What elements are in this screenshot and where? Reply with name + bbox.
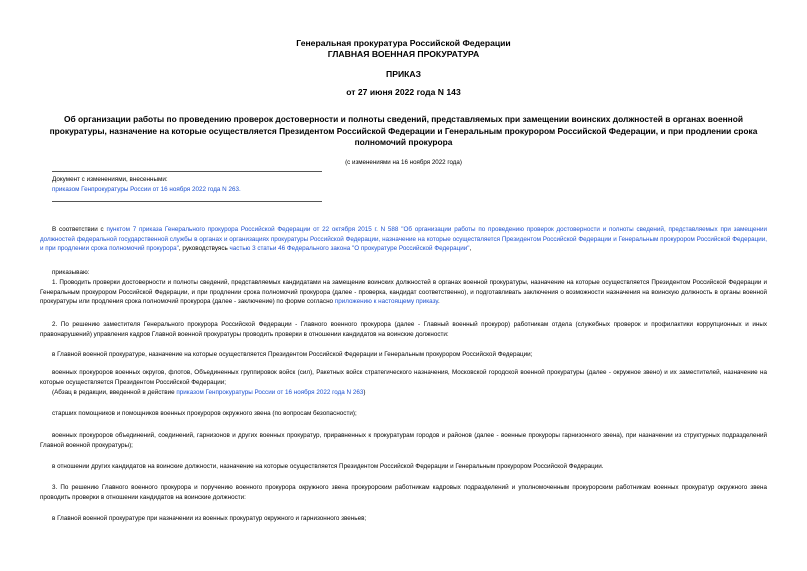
changes-box-bottom-rule <box>52 201 322 202</box>
prosecutor-law-link[interactable]: частью 3 статьи 46 Федерального закона "О прокуратуре Российской Федерации" <box>229 245 470 253</box>
paragraph-3a: в Главной военной прокуратуре при назначении из военных прокуратур окружного и гарнизонного звеньев; <box>52 515 367 522</box>
order-588-link[interactable]: пунктом 7 приказа Генерального прокурора Российской Федерации от 22 октября 2015 г. N 588 "Об организации работы по проведению проверок достоверности и полноты сведений, представляемых при замещении должностей федеральной государственной службы в органах и организациях прокуратуры Российской Федерации, назначение на которые осуществляется Президентом Российской Федерации и Генеральным прокурором Российской Федерации, и при продлении срока полномочий прокурора" <box>40 226 767 253</box>
changes-box-label: Документ с изменениями, внесенными: <box>52 176 168 183</box>
paragraph-3: 3. По решению Главного военного прокурора и поручению военного прокурора окружного звена прокурорским работникам кадровых подразделений и уполномоченным прокурорским работникам военных прокуратур окружного звена проводить проверки в отношении кандидатов на воинские должности: <box>40 484 767 501</box>
paragraph-2: 2. По решению заместителя Генерального прокурора Российской Федерации - Главного военного прокурора (далее - Главный военный прокурор) работникам отдела (служебных проверок и профилактики коррупционных и иных правонарушений) управления кадров Главной военной прокуратуры проводить проверки в отношении кандидатов на воинские должности: <box>40 321 767 338</box>
amendment-note-link[interactable]: приказом Генпрокуратуры России от 16 ноября 2022 года N 263 <box>176 389 364 396</box>
paragraph-2b-note: (Абзац в редакции, введенной в действие приказом Генпрокуратуры России от 16 ноября 2022 года N 263) <box>52 389 366 396</box>
annex-link[interactable]: приложению к настоящему приказу <box>334 298 438 306</box>
doc-date-number: от 27 июня 2022 года N 143 <box>346 87 461 97</box>
changes-box-link[interactable] <box>52 185 332 195</box>
paragraph-2d: военных прокуроров объединений, соединений, гарнизонов и других военных прокуратур, приравненных к прокуратурам городов и районов (далее - военные прокуроры гарнизонного звена), при назначении из структурных подразделений Главной военной прокуратуры); <box>40 432 767 449</box>
paragraph-2a: в Главной военной прокуратуре, назначение на которые осуществляется Президентом Российской Федерации и Генеральным прокурором Российской Федерации; <box>52 351 533 358</box>
amendment-link[interactable]: приказом Генпрокуратуры России от 16 ноября 2022 года N 263. <box>52 186 241 193</box>
changes-box-top-rule <box>52 171 322 172</box>
paragraph-2b: военных прокуроров военных округов, флотов, Объединенных группировок войск (сил), Ракетных войск стратегического назначения, Московской городской военной прокуратуры (далее - окружное звено) и их заместителей, назначение на которые осуществляется Президентом Российской Федерации; <box>40 369 767 386</box>
paragraph-2c: старших помощников и помощников военных прокуроров окружного звена (по вопросам безопасности); <box>52 410 357 417</box>
paragraph-2e: в отношении других кандидатов на воинские должности, назначение на которые осуществляется Президентом Российской Федерации и Генеральным прокурором Российской Федерации. <box>52 463 604 470</box>
issuer-org: Генеральная прокуратура Российской Федерации <box>296 38 511 48</box>
order-word: приказываю: <box>52 269 90 276</box>
revision-note: (с изменениями на 16 ноября 2022 года) <box>345 159 462 166</box>
issuer-dept: ГЛАВНАЯ ВОЕННАЯ ПРОКУРАТУРА <box>327 49 480 59</box>
preamble-paragraph: В соответствии с пунктом 7 приказа Генерального прокурора Российской Федерации от 22 октября 2015 г. N 588 "Об организации работы по проведению проверок достоверности и полноты сведений, представляемых при замещении должностей федеральной государственной службы в органах и организациях прокуратуры Российской Федерации, назначение на которые осуществляется Президентом Российской Федерации и Генеральным прокурором Российской Федерации, и при продлении срока полномочий прокурора", руководствуясь частью 3 статьи 46 Федерального закона "О прокуратуре Российской Федерации", <box>40 226 767 253</box>
doc-title: Об организации работы по проведению проверок достоверности и полноты сведений, представляемых при замещении воинских должностей в органах военной прокуратуры, назначение на которые осуществляется Президентом Российской Федерации и Генеральным прокурором Российской Федерации, и при продлении срока полномочий прокурора <box>49 114 758 147</box>
doc-type: ПРИКАЗ <box>386 69 421 79</box>
paragraph-1: 1. Проводить проверки достоверности и полноты сведений, представляемых кандидатами на замещение воинских должностей в органах военной прокуратуры, назначение на которые осуществляется Президентом Российской Федерации и Генеральным прокурором Российской Федерации, и при продлении срока полномочий прокурора (далее - проверка, кандидат соответственно), и подготавливать заключения о возможности назначения на воинскую должность в органы военной прокуратуры или продления срока полномочий прокурора (далее - заключение) по форме согласно приложению к настоящему приказу. <box>40 279 767 306</box>
